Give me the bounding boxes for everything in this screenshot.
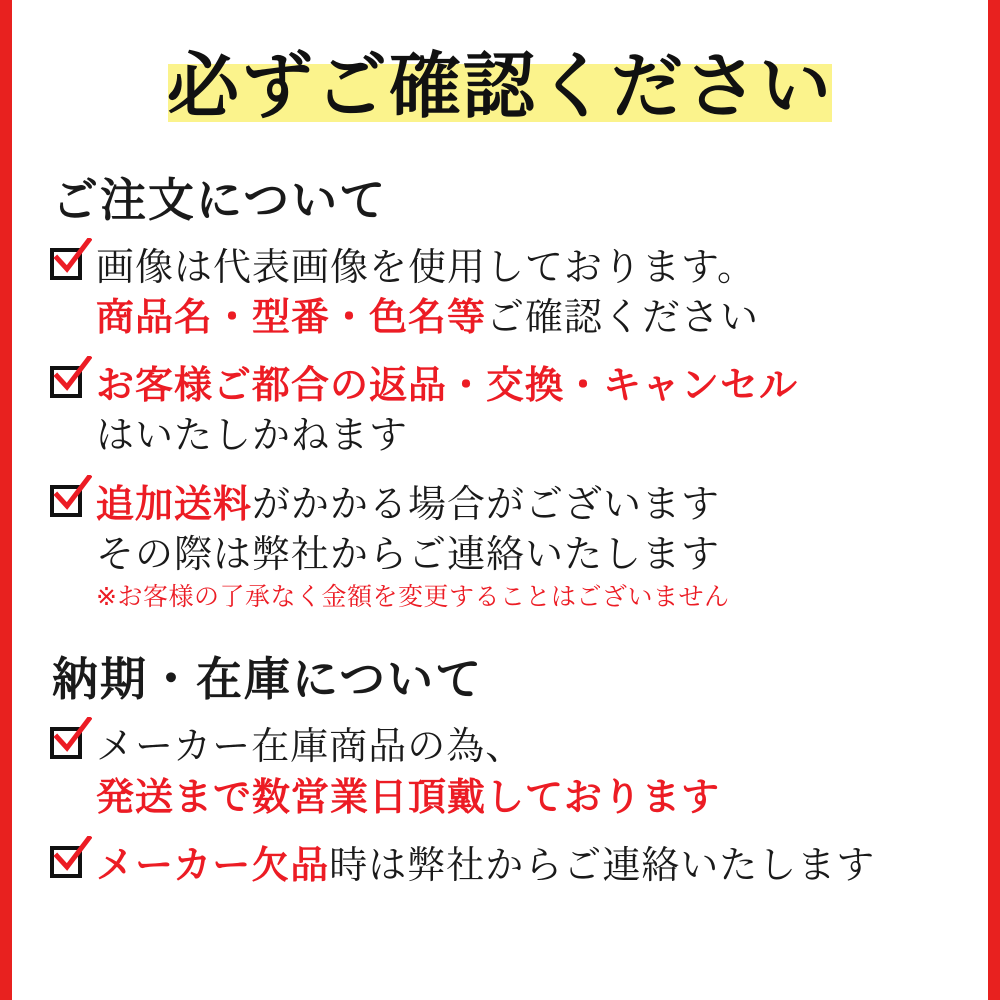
- notice-item: [50, 360, 960, 460]
- notice-item-text: [96, 840, 960, 890]
- notice-item: [50, 479, 960, 614]
- notice-item: [50, 840, 960, 890]
- notice-line: [96, 721, 960, 771]
- notice-line: [96, 242, 960, 292]
- body-text: メーカー在庫商品の為、: [96, 724, 525, 769]
- notice-line: [96, 410, 960, 460]
- emphasis-text: お客様ご都合の返品・交換・キャンセル: [96, 363, 799, 408]
- notice-item-text: [96, 721, 960, 821]
- notice-item-text: [96, 242, 960, 342]
- emphasis-text: メーカー欠品: [96, 842, 330, 887]
- body-text: ご確認ください: [486, 295, 760, 340]
- page-title: [40, 34, 960, 138]
- notice-content: [12, 0, 988, 1000]
- notice-line: [96, 360, 960, 410]
- notice-item-text: [96, 479, 960, 614]
- notice-item: [50, 242, 960, 342]
- checkbox-checked-icon: [50, 846, 88, 884]
- body-text: がかかる場合がございます: [252, 481, 721, 526]
- notice-line: [96, 772, 960, 822]
- emphasis-text: 商品名・型番・色名等: [96, 295, 487, 340]
- notice-footnote: ※お客様の了承なく金額を変更することはございません: [96, 581, 730, 611]
- notice-line: [96, 529, 960, 579]
- section-heading: 納期・在庫について: [52, 652, 484, 707]
- checkbox-checked-icon: [50, 366, 88, 404]
- page-title-text: 必ずご確認ください: [166, 44, 833, 128]
- notice-item-text: [96, 360, 960, 460]
- body-text: その際は弊社からご連絡いたします: [96, 531, 721, 576]
- body-text: 画像は代表画像を使用しております。: [96, 245, 756, 289]
- checkbox-checked-icon: [50, 485, 88, 523]
- left-red-bar: [0, 0, 12, 1000]
- notice-line: [96, 292, 960, 342]
- emphasis-text: 発送まで数営業日頂戴しております: [96, 774, 721, 819]
- body-text: はいたしかねます: [96, 413, 409, 458]
- right-red-bar: [988, 0, 1000, 1000]
- checkbox-checked-icon: [50, 248, 88, 286]
- notice-line: [96, 479, 960, 529]
- notice-line: [96, 840, 960, 890]
- emphasis-text: 追加送料: [96, 481, 253, 526]
- notice-item: [50, 721, 960, 821]
- checkbox-checked-icon: [50, 727, 88, 765]
- body-text: 時は弊社からご連絡いたします: [329, 842, 876, 887]
- sections-container: [40, 164, 960, 890]
- section-heading: ご注文について: [52, 173, 388, 227]
